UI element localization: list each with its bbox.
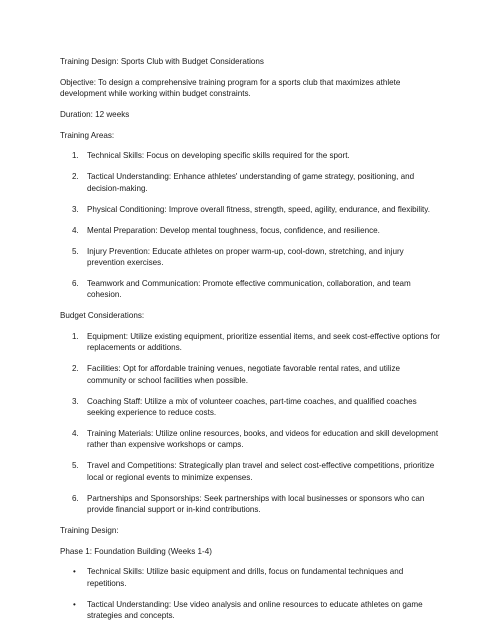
list-item	[60, 331, 440, 354]
training-design-heading: Training Design:	[60, 525, 119, 535]
list-item-text: Teamwork and Communication: Promote effective communication, collaboration, and team cohesion.	[87, 279, 411, 300]
document-body	[60, 56, 440, 631]
list-item	[60, 363, 440, 386]
list-number: 3.	[72, 396, 79, 406]
phase1-heading: Phase 1: Foundation Building (Weeks 1-4)	[60, 546, 212, 556]
list-number: 3.	[72, 204, 79, 214]
list-item-text: Physical Conditioning: Improve overall fitness, strength, speed, agility, endurance, and flexibility.	[87, 204, 430, 214]
list-item-text: Technical Skills: Utilize basic equipment and drills, focus on fundamental techniques and repetitions.	[87, 567, 404, 588]
list-item	[60, 278, 440, 301]
training-areas-list	[60, 150, 440, 301]
list-number: 5.	[72, 246, 79, 256]
list-item	[60, 246, 440, 269]
bullet-icon: •	[73, 567, 76, 577]
list-number: 4.	[72, 225, 79, 235]
list-number: 1.	[72, 331, 79, 341]
list-item-text: Training Materials: Utilize online resources, books, and videos for education and skill development rather than expensive workshops or camps.	[87, 429, 439, 450]
list-item	[60, 599, 440, 622]
list-item-text: Injury Prevention: Educate athletes on proper warm-up, cool-down, stretching, and injury prevention exercises.	[87, 246, 404, 268]
list-item	[60, 460, 440, 483]
budget-heading: Budget Considerations:	[60, 311, 145, 321]
training-areas-heading: Training Areas:	[60, 130, 115, 140]
duration-paragraph: Duration: 12 weeks	[60, 109, 130, 119]
list-item	[60, 225, 440, 236]
list-number: 4.	[72, 429, 79, 439]
bullet-icon: •	[73, 599, 76, 609]
list-number: 6.	[72, 493, 79, 503]
list-item-text: Tactical Understanding: Enhance athletes' understanding of game strategy, positioning, and decision-making.	[87, 172, 415, 193]
list-item	[60, 396, 440, 419]
budget-considerations-list	[60, 331, 440, 516]
list-item	[60, 566, 440, 589]
list-item-text: Travel and Competitions: Strategically plan travel and select cost-effective competitions, prioritize local or regional events to minimize expenses.	[87, 461, 435, 482]
list-item	[60, 204, 440, 215]
list-number: 2.	[72, 172, 79, 182]
list-item-text: Equipment: Utilize existing equipment, prioritize essential items, and seek cost-effective options for replacements or additions.	[87, 331, 440, 353]
list-number: 2.	[72, 364, 79, 374]
document-title: Training Design: Sports Club with Budget Considerations	[60, 57, 264, 66]
list-item-text: Coaching Staff: Utilize a mix of volunteer coaches, part-time coaches, and qualified coaches seeking experience to reduce costs.	[87, 396, 417, 418]
phase1-list	[60, 566, 440, 621]
list-item-text: Technical Skills: Focus on developing specific skills required for the sport.	[87, 151, 350, 161]
list-number: 5.	[72, 461, 79, 471]
list-number: 6.	[72, 279, 79, 289]
list-item	[60, 428, 440, 451]
list-number: 1.	[72, 151, 79, 161]
list-item-text: Facilities: Opt for affordable training venues, negotiate favorable rental rates, and utilize community or school facilities when possible.	[87, 364, 400, 385]
list-item	[60, 150, 440, 161]
objective-paragraph: Objective: To design a comprehensive training program for a sports club that maximizes athlete development while working within budget constraints.	[60, 77, 401, 99]
list-item-text: Partnerships and Sponsorships: Seek partnerships with local businesses or sponsors who can provide financial support or in-kind contributions.	[87, 493, 425, 515]
list-item	[60, 171, 440, 194]
list-item	[60, 493, 440, 516]
list-item-text: Mental Preparation: Develop mental toughness, focus, confidence, and resilience.	[87, 225, 380, 235]
list-item-text: Tactical Understanding: Use video analysis and online resources to educate athletes on game strategies and concepts.	[87, 599, 423, 621]
